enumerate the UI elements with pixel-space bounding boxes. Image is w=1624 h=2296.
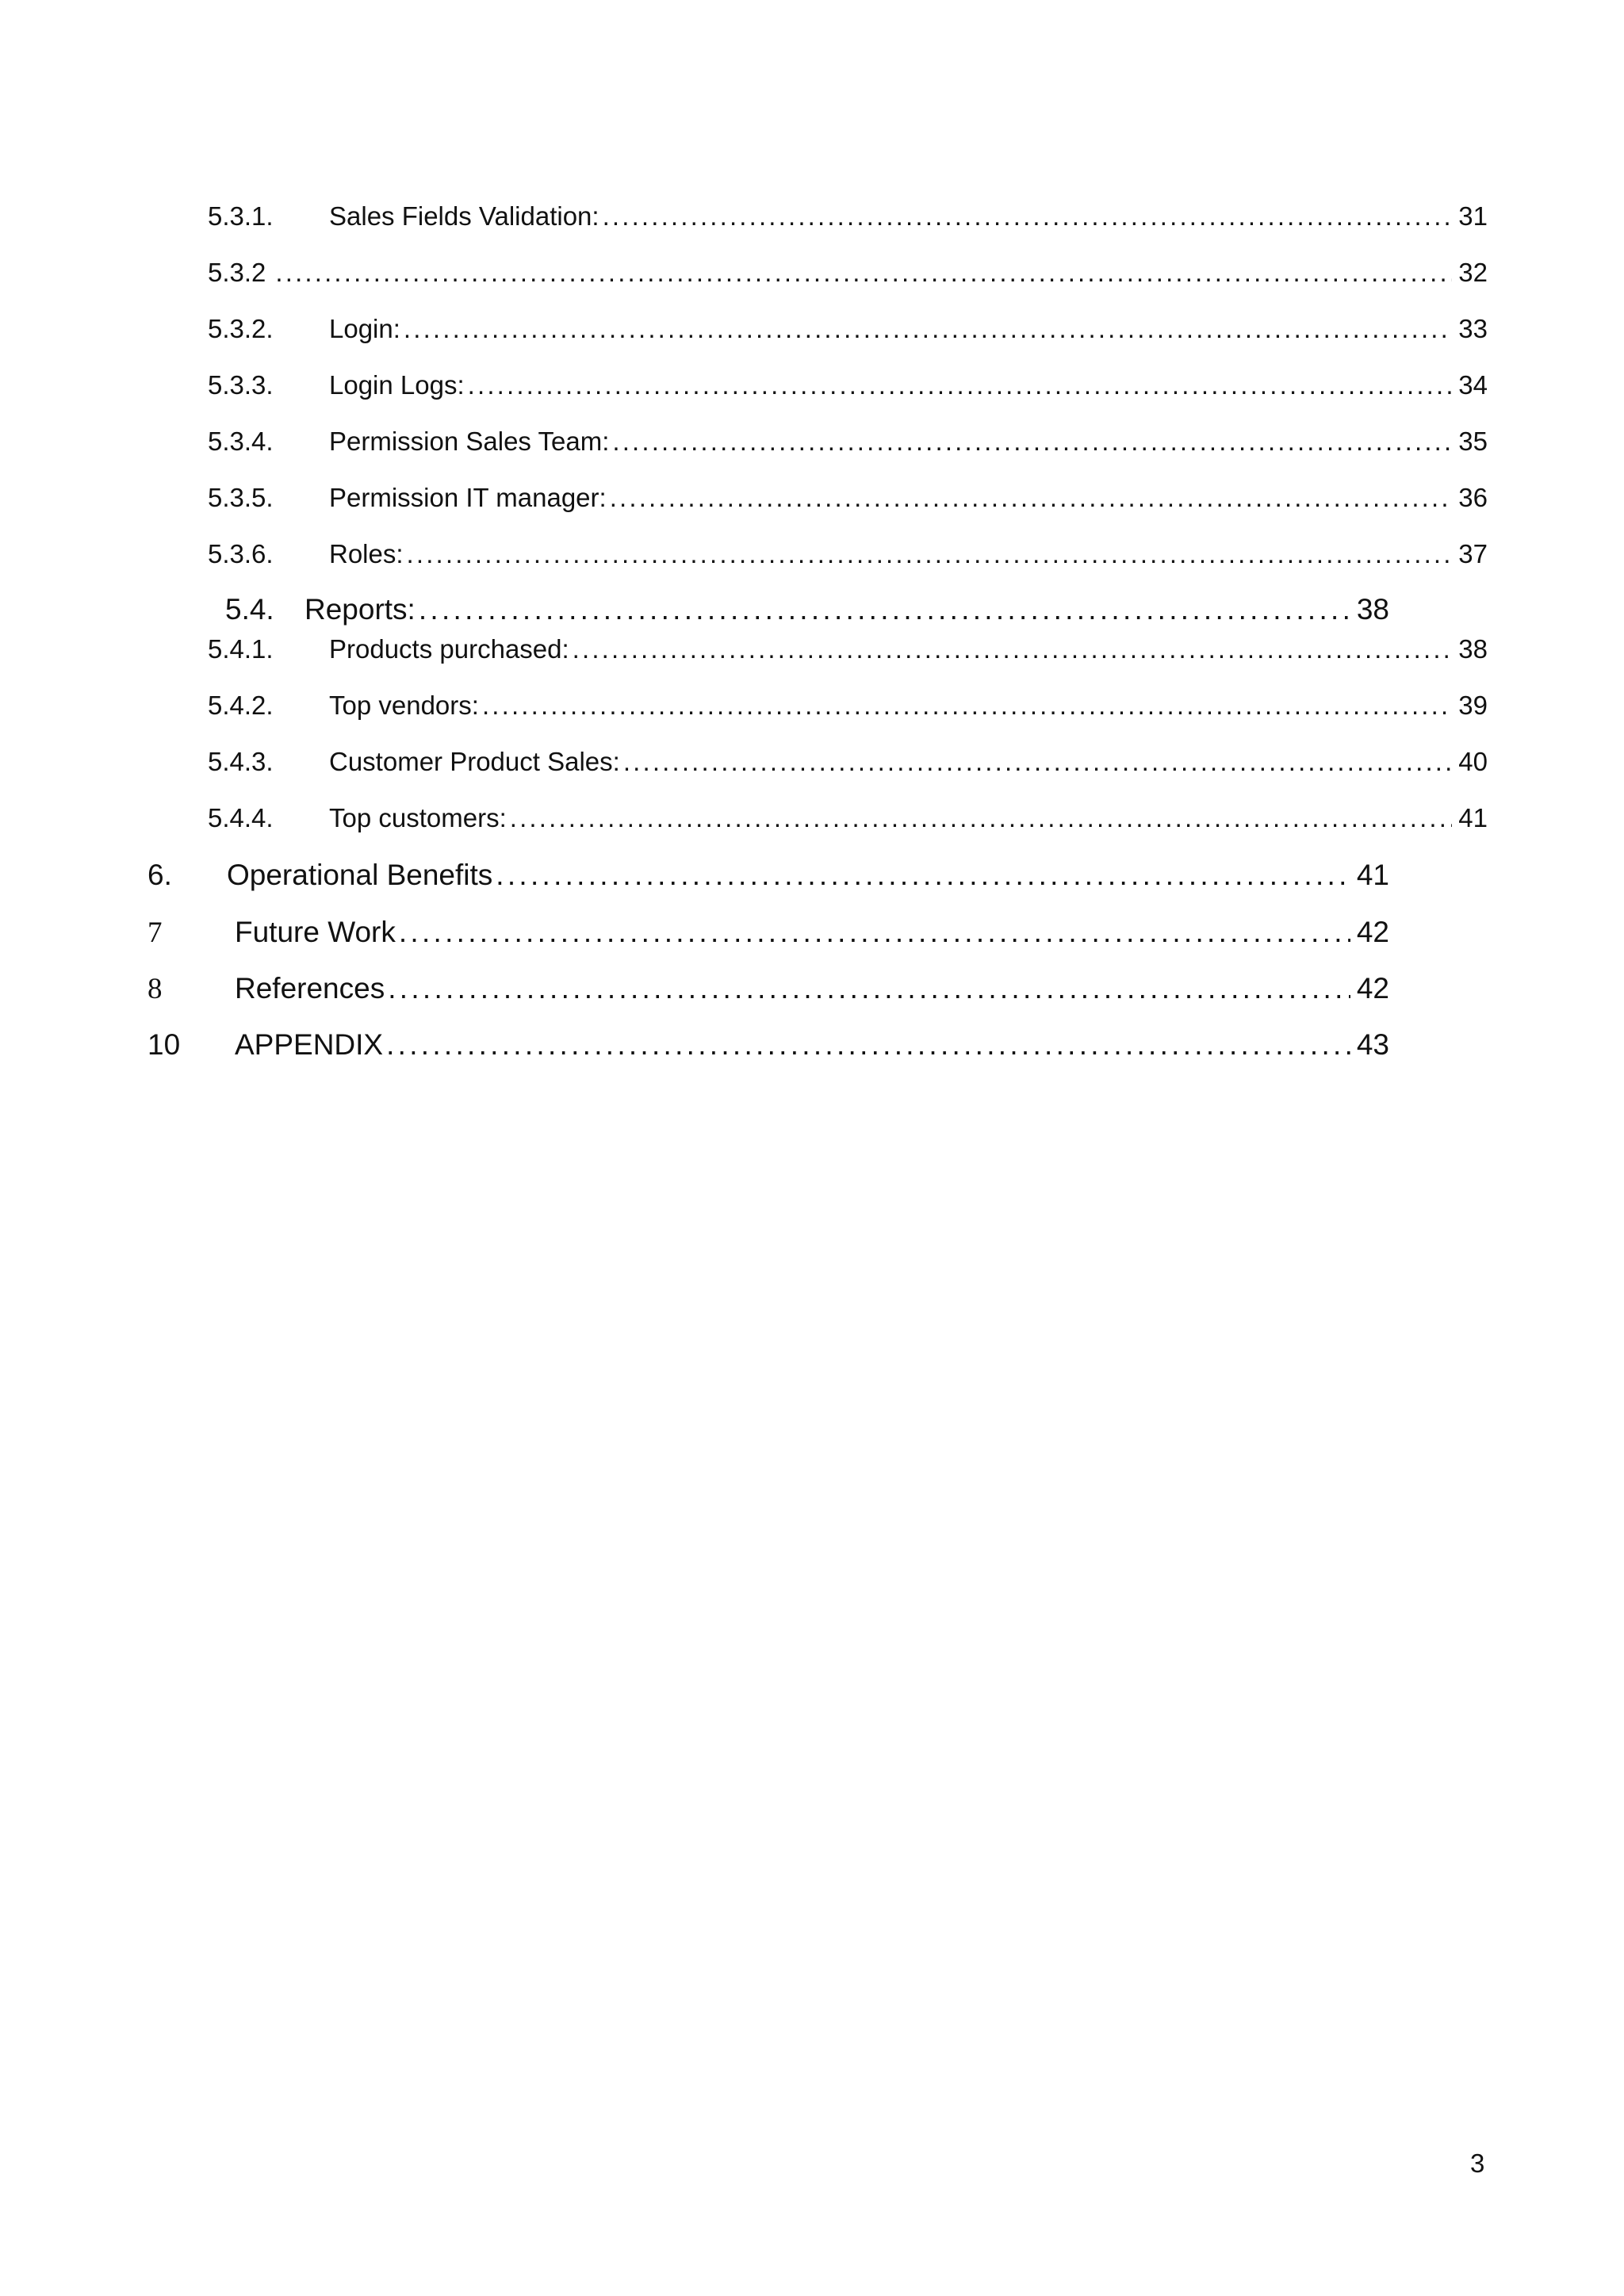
toc-entry-10[interactable] (147, 1028, 1389, 1068)
page-number: 3 (1470, 2149, 1485, 2178)
toc-entry-number: 10 (147, 1028, 181, 1061)
toc-entry-title: Permission Sales Team: (329, 427, 610, 456)
toc-entry-number: 5.3.2 (208, 258, 266, 287)
toc-entry-number: 5.4.3. (208, 747, 274, 776)
toc-entry-page: 37 (1458, 539, 1488, 568)
toc-entry-title: Permission IT manager: (329, 483, 607, 512)
toc-entry-5-4-2[interactable] (208, 691, 1488, 725)
toc-entry-number: 5.3.3. (208, 370, 274, 400)
dot-leader (612, 427, 1452, 457)
dot-leader (610, 483, 1453, 513)
dot-leader (573, 634, 1453, 664)
toc-entry-page: 38 (1458, 634, 1488, 664)
toc-entry-page: 35 (1458, 427, 1488, 456)
dot-leader (468, 370, 1453, 400)
toc-entry-page: 42 (1356, 916, 1389, 948)
toc-entry-title: APPENDIX (235, 1028, 384, 1061)
toc-entry-title: Sales Fields Validation: (329, 201, 599, 231)
toc-entry-number: 5.3.1. (208, 201, 274, 231)
toc-entry-number: 5.4.1. (208, 634, 274, 664)
toc-entry-title: Top vendors: (329, 691, 479, 720)
toc-entry-title: Future Work (235, 916, 396, 948)
toc-entry-page: 38 (1356, 593, 1389, 626)
toc-entry-title: Reports: (304, 593, 416, 626)
toc-entry-page: 33 (1458, 314, 1488, 343)
toc-entry-number: 5.4. (225, 593, 274, 626)
toc-entry-5-3-4[interactable] (208, 427, 1488, 461)
toc-entry-title: Top customers: (329, 803, 507, 832)
toc-entry-page: 39 (1458, 691, 1488, 720)
toc-entry-title: Roles: (329, 539, 404, 568)
toc-entry-title: Customer Product Sales: (329, 747, 620, 776)
toc-entry-5-3-2-login[interactable] (208, 314, 1488, 349)
toc-entry-number: 5.3.6. (208, 539, 274, 568)
dot-leader (510, 803, 1453, 833)
toc-entry-number: 5.3.5. (208, 483, 274, 512)
toc-entry-number: 5.3.2. (208, 314, 274, 343)
toc-entry-page: 42 (1356, 972, 1389, 1004)
toc-entry-title: Login: (329, 314, 400, 343)
toc-entry-8[interactable] (147, 972, 1389, 1012)
toc-entry-title: Products purchased: (329, 634, 569, 664)
dot-leader (386, 1028, 1350, 1062)
toc-entry-title: Login Logs: (329, 370, 465, 400)
toc-entry-page: 40 (1458, 747, 1488, 776)
dot-leader (419, 593, 1350, 626)
toc-entry-number: 6. (147, 859, 172, 891)
toc-entry-5-3-5[interactable] (208, 483, 1488, 518)
toc-entry-page: 41 (1458, 803, 1488, 832)
dot-leader (404, 314, 1452, 344)
toc-entry-page: 43 (1356, 1028, 1389, 1061)
toc-entry-5-3-6[interactable] (208, 539, 1488, 574)
toc-entry-number: 5.4.4. (208, 803, 274, 832)
toc-entry-title: References (235, 972, 385, 1004)
dot-leader (275, 258, 1452, 288)
toc-entry-7[interactable] (147, 916, 1389, 955)
dot-leader (388, 972, 1350, 1005)
toc-entry-5-4-1[interactable] (208, 634, 1488, 669)
toc-entry-number: 7 (147, 916, 163, 949)
toc-entry-5-4-4[interactable] (208, 803, 1488, 838)
toc-entry-5-4-3[interactable] (208, 747, 1488, 782)
toc-entry-page: 34 (1458, 370, 1488, 400)
toc-entry-5-3-2-untitled[interactable] (208, 258, 1488, 293)
toc-entry-number: 8 (147, 973, 163, 1005)
toc-entry-5-4[interactable] (225, 593, 1389, 631)
toc-entry-page: 41 (1356, 859, 1389, 891)
toc-entry-5-3-1[interactable] (208, 201, 1488, 236)
toc-entry-page: 32 (1458, 258, 1488, 287)
toc-entry-title: Operational Benefits (227, 859, 493, 891)
toc-entry-5-3-3[interactable] (208, 370, 1488, 405)
dot-leader (482, 691, 1452, 721)
dot-leader (496, 859, 1350, 892)
dot-leader (407, 539, 1453, 569)
dot-leader (623, 747, 1452, 777)
dot-leader (603, 201, 1453, 232)
toc-entry-6[interactable] (147, 859, 1389, 898)
toc-entry-page: 36 (1458, 483, 1488, 512)
toc-entry-page: 31 (1458, 201, 1488, 231)
dot-leader (399, 916, 1350, 949)
toc-entry-number: 5.3.4. (208, 427, 274, 456)
toc-entry-number: 5.4.2. (208, 691, 274, 720)
